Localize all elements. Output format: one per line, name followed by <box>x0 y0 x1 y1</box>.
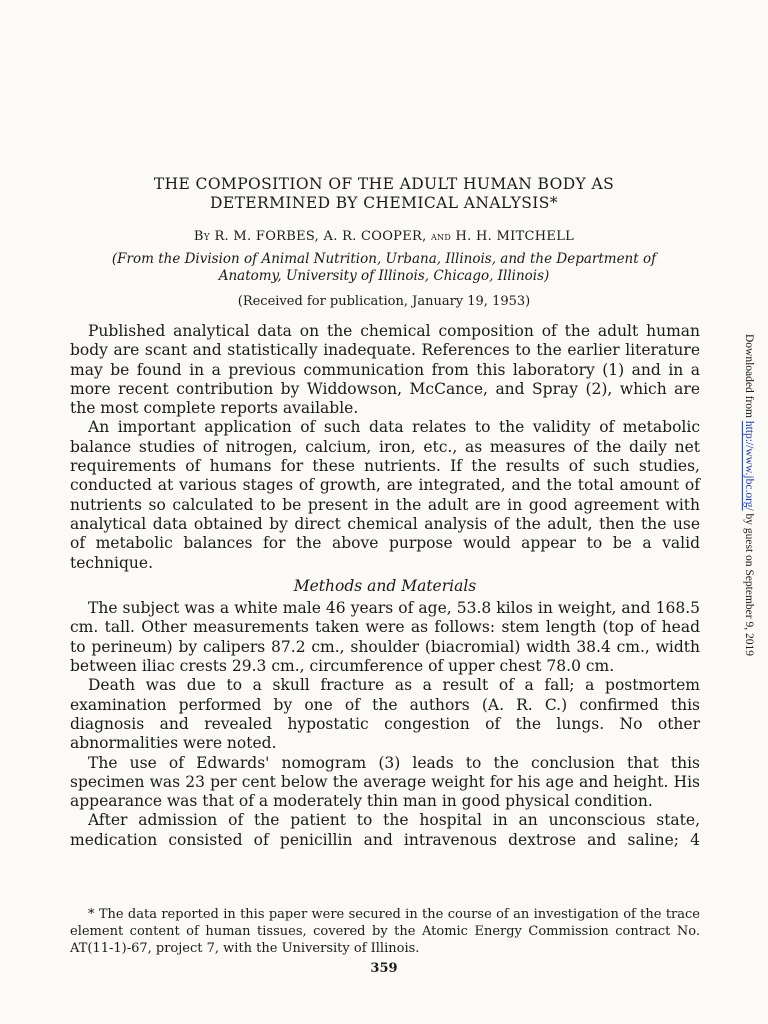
affiliation-line-2: Anatomy, University of Illinois, Chicago, Illinois) <box>218 268 550 284</box>
author-and: and <box>430 230 452 243</box>
download-notice-prefix: Downloaded from <box>743 334 755 421</box>
intro-paragraph-1: Published analytical data on the chemical composition of the adult human body are scant and statistically inadequate. References to the earlier literature may be found in a previous communication from this laboratory (1) and in a more recent contribution by Widdowson, McCance, and Spray (2), which are the most complete reports available. <box>70 322 700 418</box>
footnote <box>70 906 700 957</box>
methods-paragraph-2: Death was due to a skull fracture as a result of a fall; a postmortem examination performed by one of the authors (A. R. C.) confirmed this diagnosis and revealed hypostatic congestion of the lungs. No other abnormalities were noted. <box>70 676 700 753</box>
footnote-text: * The data reported in this paper were secured in the course of an investigation of the trace element content of human tissues, covered by the Atomic Energy Commission contract No. AT(11-1)-67, project 7, with the University of Illinois. <box>70 907 700 956</box>
download-notice <box>741 334 755 690</box>
paper-title <box>0 175 768 213</box>
section-heading: Methods and Materials <box>293 576 477 595</box>
page-number: 359 <box>370 961 398 976</box>
methods-paragraph-3: The use of Edwards' nomogram (3) leads to the conclusion that this specimen was 23 per cent below the average weight for his age and height. His appearance was that of a moderately thin man in good physical condition. <box>70 753 700 811</box>
methods-paragraph-1: The subject was a white male 46 years of age, 53.8 kilos in weight, and 168.5 cm. tall. Other measurements taken were as follows: stem length (top of head to perineum) by calipers 87.2 cm., shoulder (biacromial) width 38.4 cm., width between iliac crests 29.3 cm., circumference of upper chest 78.0 cm. <box>70 599 700 676</box>
intro-paragraph-2: An important application of such data relates to the validity of metabolic balance studies of nitrogen, calcium, iron, etc., as measures of the daily net requirements of humans for these nutrients. If the results of such studies, conducted at various stages of growth, are integrated, and the total amount of nutrients so calculated to be present in the adult are in good agreement with analytical data obtained by direct chemical analysis of the adult, then the use of metabolic balances for the above purpose would appear to be a valid technique. <box>70 418 700 572</box>
methods-paragraph-4: After admission of the patient to the hospital in an unconscious state, medication consisted of penicillin and intravenous dextrose and saline; 4 <box>70 811 700 849</box>
author-names-1: R. M. FORBES, A. R. COOPER, <box>214 229 427 244</box>
jbc-link[interactable]: http://www.jbc.org/ <box>743 420 755 511</box>
received-date: (Received for publication, January 19, 1953) <box>237 294 531 309</box>
author-names-2: H. H. MITCHELL <box>455 229 575 244</box>
author-line <box>0 229 768 244</box>
title-line-1: THE COMPOSITION OF THE ADULT HUMAN BODY AS <box>153 175 615 193</box>
download-notice-suffix: by guest on September 9, 2019 <box>743 510 755 656</box>
body-text <box>70 322 700 850</box>
affiliation <box>60 251 708 285</box>
author-by: By <box>193 229 211 244</box>
affiliation-line-1: (From the Division of Animal Nutrition, Urbana, Illinois, and the Department of <box>111 251 657 267</box>
title-line-2: DETERMINED BY CHEMICAL ANALYSIS* <box>210 194 558 212</box>
